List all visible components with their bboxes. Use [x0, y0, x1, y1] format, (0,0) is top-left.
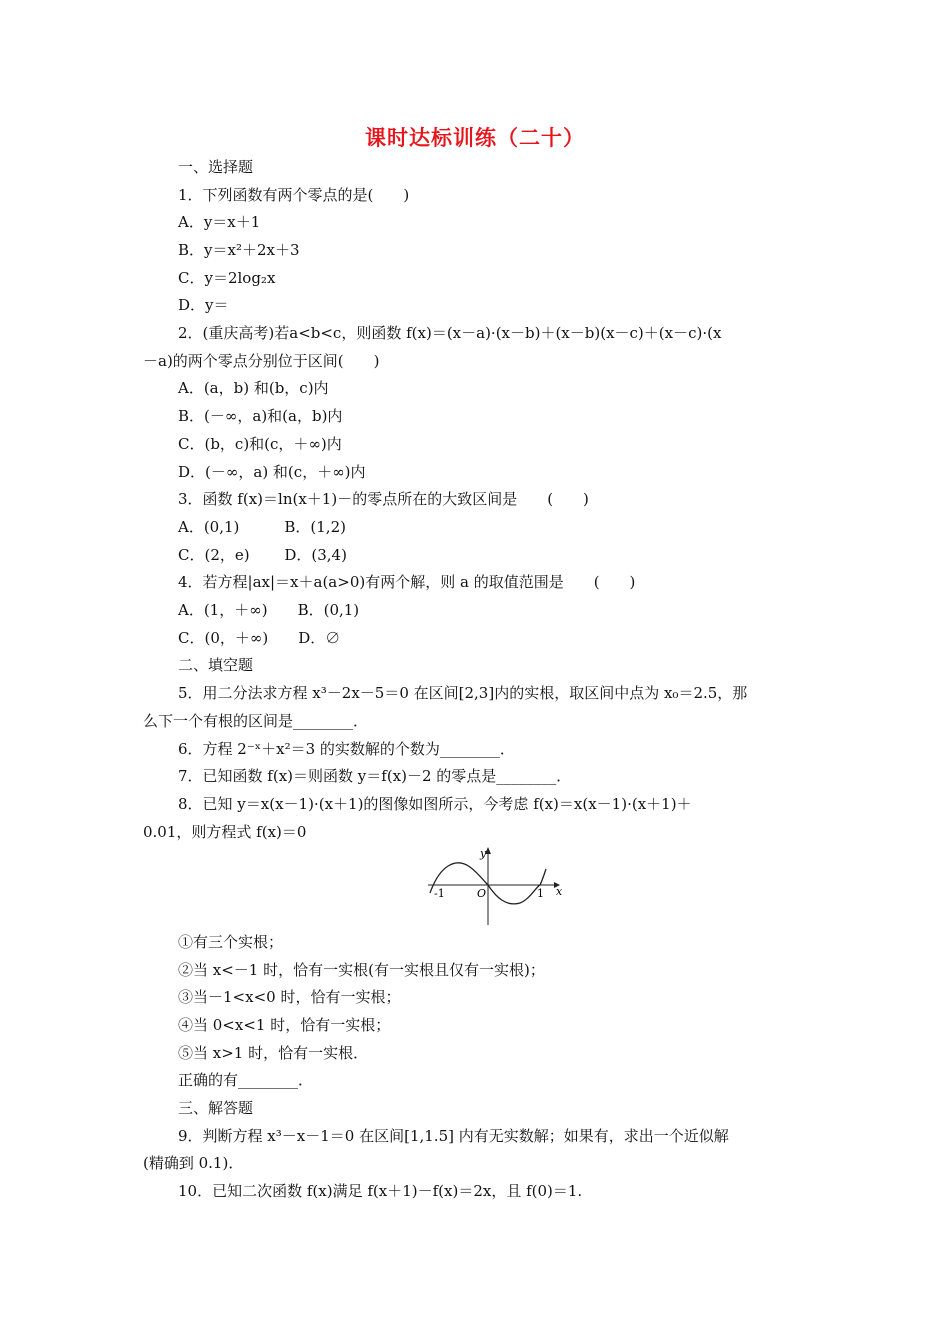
section-heading: 一、选择题 — [178, 158, 254, 176]
question-1: 1．下列函数有两个零点的是( ) — [178, 186, 410, 204]
options-cd: C．(2，e) D．(3,4) — [178, 546, 347, 564]
question-9: 9．判断方程 x³－x－1＝0 在区间[1,1.5] 内有无实数解；如果有，求出一个近似解 — [178, 1127, 729, 1145]
option-b: B．y＝x²＋2x＋3 — [178, 241, 300, 259]
options-cd: C．(0，＋∞) D．∅ — [178, 629, 341, 647]
statement-1: ①有三个实根； — [178, 933, 284, 951]
one-label: 1 — [537, 887, 544, 900]
option-a: A．y＝x＋1 — [178, 213, 261, 231]
question-3: 3．函数 f(x)＝ln(x＋1)－的零点所在的大致区间是 ( ) — [178, 490, 589, 508]
question-4: 4．若方程|ax|＝x＋a(a>0)有两个解，则 a 的取值范围是 ( ) — [178, 573, 636, 591]
options-ab: A．(0,1) B．(1,2) — [178, 518, 346, 536]
cubic-graph — [422, 845, 562, 927]
option-b: B．(－∞，a)和(a，b)内 — [178, 407, 343, 425]
statement-5: ⑤当 x>1 时，恰有一实根． — [178, 1044, 369, 1062]
option-a: A．(a，b) 和(b，c)内 — [178, 379, 329, 397]
statement-4: ④当 0<x<1 时，恰有一实根； — [178, 1016, 391, 1034]
y-label: y — [480, 847, 487, 860]
question-8: 8．已知 y＝x(x－1)·(x＋1)的图像如图所示，今考虑 f(x)＝x(x－1)·(x＋1)＋ — [178, 795, 692, 813]
option-c: C．(b，c)和(c，＋∞)内 — [178, 435, 342, 453]
statement-3: ③当－1<x<0 时，恰有一实根； — [178, 988, 401, 1006]
question-5: 5．用二分法求方程 x³－2x－5＝0 在区间[2,3]内的实根，取区间中点为 x₀＝2.5，那 — [178, 684, 748, 702]
question-2: 2．(重庆高考)若a<b<c，则函数 f(x)＝(x－a)·(x－b)＋(x－b)(x－c)＋(x－c)·(x — [178, 324, 722, 342]
neg-one-label: -1 — [434, 887, 445, 900]
question-2-cont: －a)的两个零点分别位于区间( ) — [143, 352, 380, 370]
page-title: 课时达标训练（二十） — [365, 125, 585, 150]
option-c: C．y＝2log₂x — [178, 269, 276, 287]
question-5-cont: 么下一个有根的区间是________． — [143, 712, 369, 730]
question-10: 10．已知二次函数 f(x)满足 f(x＋1)－f(x)＝2x，且 f(0)＝1. — [178, 1182, 583, 1200]
origin-label: O — [477, 887, 487, 900]
section-heading: 三、解答题 — [178, 1099, 254, 1117]
x-label: x — [556, 885, 562, 898]
question-7: 7．已知函数 f(x)＝则函数 y＝f(x)－2 的零点是________． — [178, 767, 572, 785]
section-heading: 二、填空题 — [178, 656, 254, 674]
question-8-cont: 0.01，则方程式 f(x)＝0 — [143, 823, 307, 841]
statement-2: ②当 x<－1 时，恰有一实根(有一实根且仅有一实根)； — [178, 961, 545, 979]
option-d: D．y＝ — [178, 296, 229, 314]
options-ab: A．(1，＋∞) B．(0,1) — [178, 601, 360, 619]
answer-blank: 正确的有________． — [178, 1071, 314, 1089]
question-9-cont: (精确到 0.1)． — [143, 1154, 244, 1172]
question-6: 6．方程 2⁻ˣ＋x²＝3 的实数解的个数为________． — [178, 740, 515, 758]
option-d: D．(－∞，a) 和(c，＋∞)内 — [178, 463, 366, 481]
